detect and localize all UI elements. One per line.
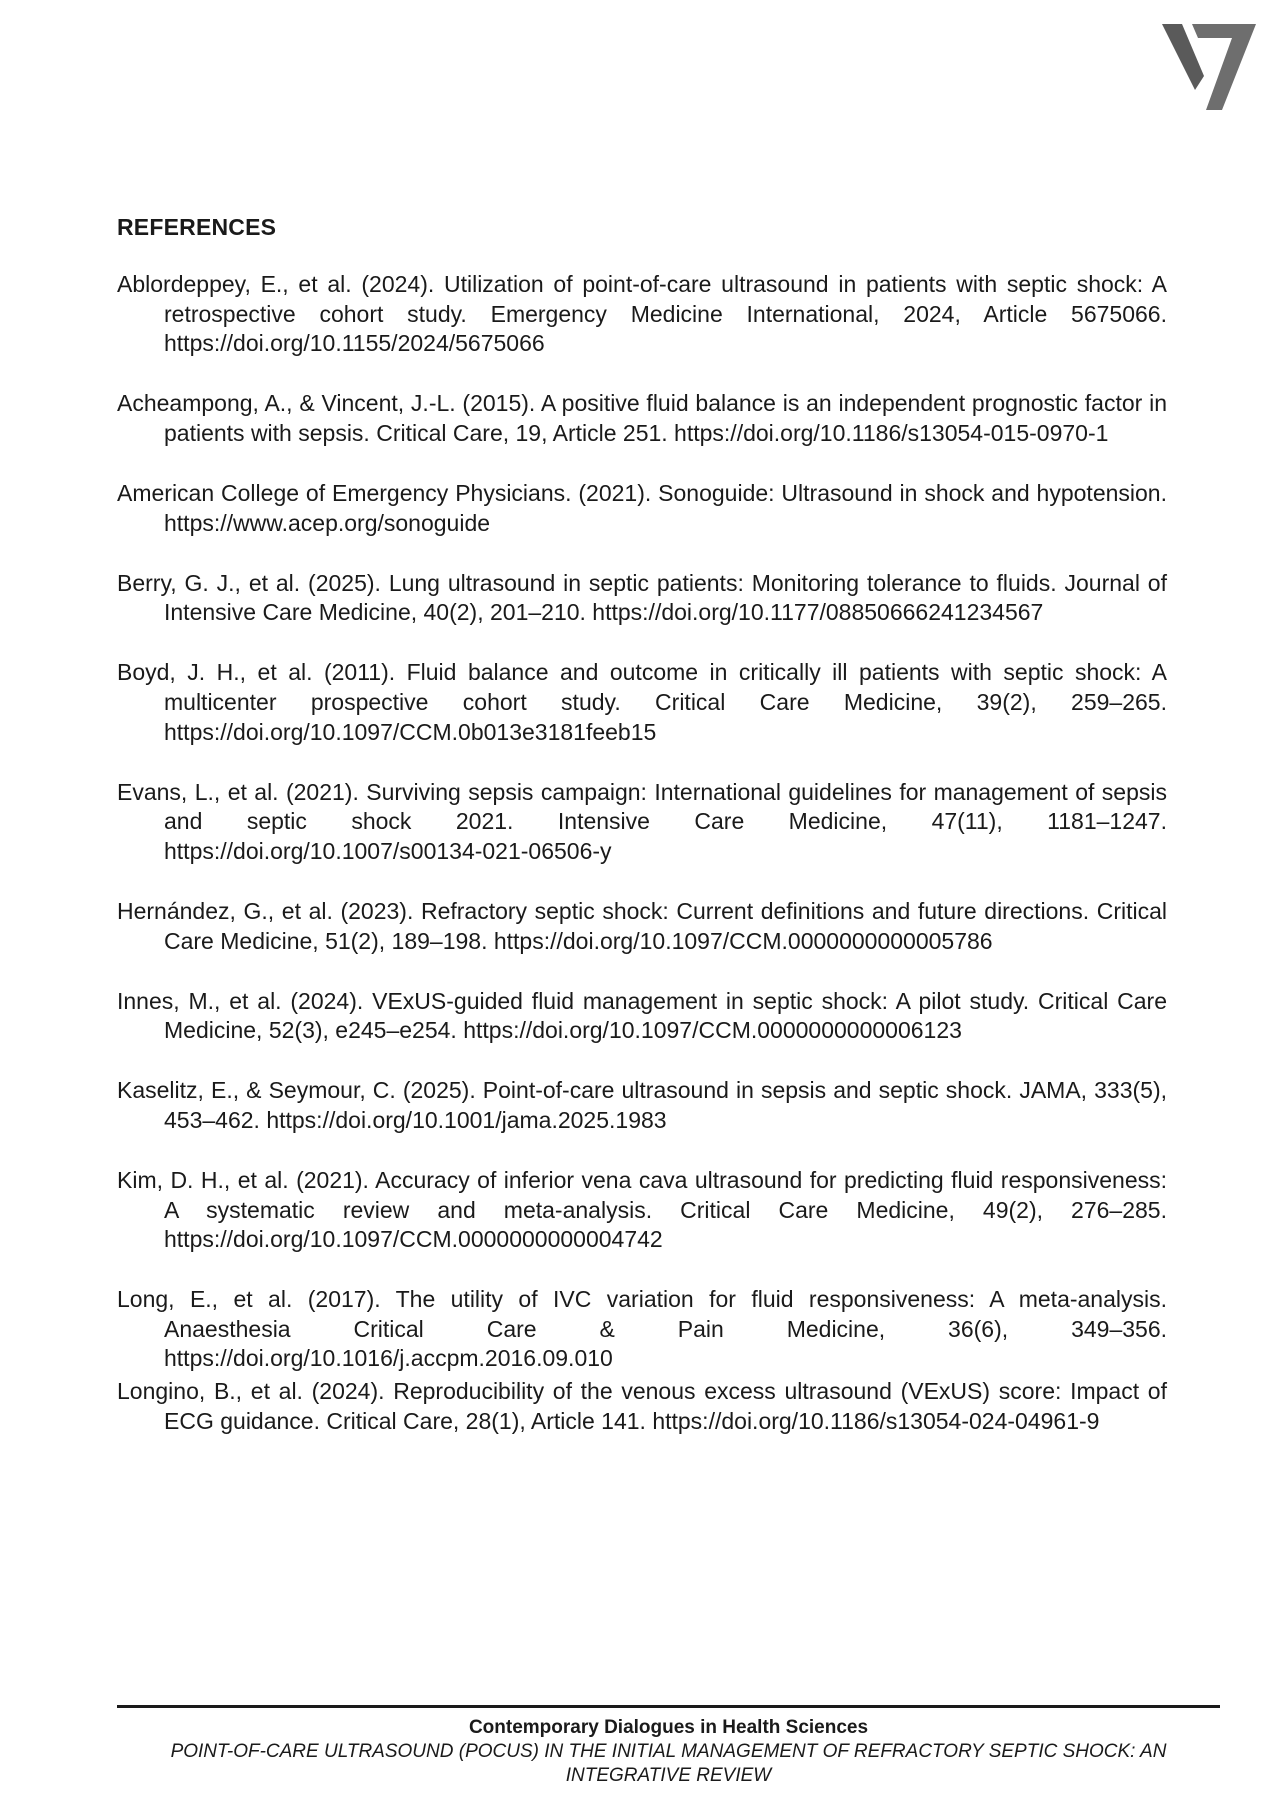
article-title: POINT-OF-CARE ULTRASOUND (POCUS) IN THE INITIAL MANAGEMENT OF REFRACTORY SEPTIC SHOCK: AN INTEGRATIVE REVIEW xyxy=(170,1741,1167,1786)
footer-divider xyxy=(117,1705,1220,1708)
reference-item: Innes, M., et al. (2024). VExUS-guided fluid management in septic shock: A pilot study. Critical Care Medicine, 52(3), e245–e254. https://doi.org/10.1097/CCM.0000000000006123 xyxy=(117,987,1167,1044)
reference-item: Long, E., et al. (2017). The utility of IVC variation for fluid responsiveness: A meta-analysis. Anaesthesia Critical Care & Pain Medicine, 36(6), 349–356. https://doi.org/10.1016/j.accpm.2016.09.010 xyxy=(117,1286,1167,1372)
reference-item: Berry, G. J., et al. (2025). Lung ultrasound in septic patients: Monitoring tolerance to fluids. Journal of Intensive Care Medicine, 40(2), 201–210. https://doi.org/10.1177/08850666241234567 xyxy=(117,569,1167,626)
reference-item: Kaselitz, E., & Seymour, C. (2025). Point-of-care ultrasound in sepsis and septic shock. JAMA, 333(5), 453–462. https://doi.org/10.1001/jama.2025.1983 xyxy=(117,1077,1167,1133)
journal-name: Contemporary Dialogues in Health Sciences xyxy=(468,1717,869,1738)
reference-item: Longino, B., et al. (2024). Reproducibility of the venous excess ultrasound (VExUS) score: Impact of ECG guidance. Critical Care, 28(1), Article 141. https://doi.org/10.1186/s13054-024-04961-9 xyxy=(117,1378,1167,1434)
reference-item: Hernández, G., et al. (2023). Refractory septic shock: Current definitions and future directions. Critical Care Medicine, 51(2), 189–198. https://doi.org/10.1097/CCM.0000000000005786 xyxy=(117,897,1167,954)
section-heading: REFERENCES xyxy=(117,214,277,240)
reference-item: Evans, L., et al. (2021). Surviving sepsis campaign: International guidelines for management of sepsis and septic shock 2021. Intensive Care Medicine, 47(11), 1181–1247. https://doi.org/10.1007/s00134-021-06506-y xyxy=(117,778,1167,864)
reference-item: Kim, D. H., et al. (2021). Accuracy of inferior vena cava ultrasound for predicting fluid responsiveness: A systematic review and meta-analysis. Critical Care Medicine, 49(2), 276–285. https://doi.org/10.1097/CCM.0000000000004742 xyxy=(117,1166,1167,1253)
publisher-logo-icon xyxy=(1162,24,1256,110)
reference-item: Acheampong, A., & Vincent, J.-L. (2015). A positive fluid balance is an independent prognostic factor in patients with sepsis. Critical Care, 19, Article 251. https://doi.org/10.1186/s13054-015-0970-1 xyxy=(117,390,1167,446)
reference-item: American College of Emergency Physicians. (2021). Sonoguide: Ultrasound in shock and hypotension. https://www.acep.org/sonoguide xyxy=(117,479,1167,536)
reference-list xyxy=(117,270,1167,1467)
reference-item: Boyd, J. H., et al. (2011). Fluid balance and outcome in critically ill patients with septic shock: A multicenter prospective cohort study. Critical Care Medicine, 39(2), 259–265. https://doi.org/10.1097/CCM.0b013e3181feeb15 xyxy=(117,659,1167,745)
page-footer xyxy=(117,1716,1220,1788)
reference-item: Ablordeppey, E., et al. (2024). Utilization of point-of-care ultrasound in patients with septic shock: A retrospective cohort study. Emergency Medicine International, 2024, Article 5675066. https://doi.org/10.1155/2024/5675066 xyxy=(117,271,1167,357)
